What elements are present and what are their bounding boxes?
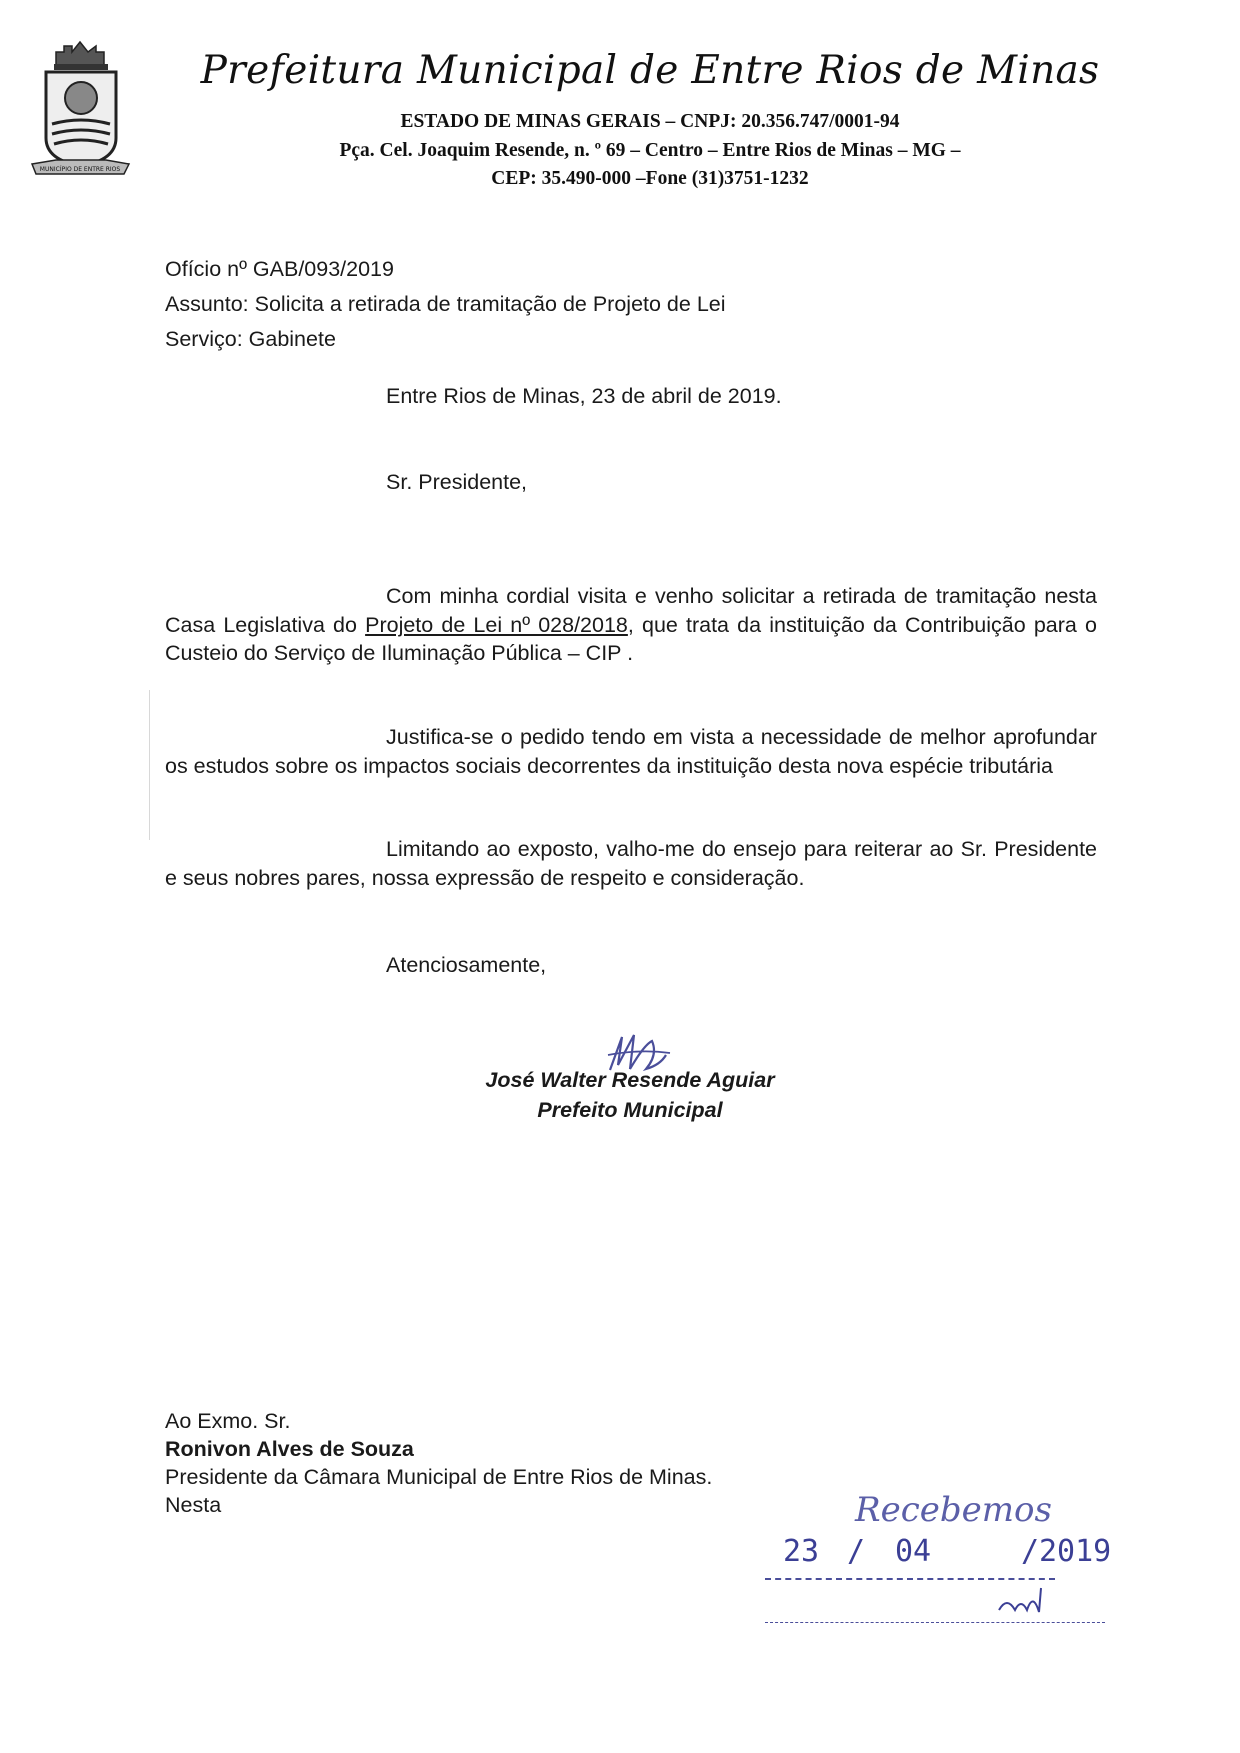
stamp-label: Recebemos [855,1490,1052,1530]
closing: Atenciosamente, [386,953,547,977]
date-line: Entre Rios de Minas, 23 de abril de 2019. [386,384,782,408]
stamp-day: 23 [783,1534,820,1569]
stamp-signature-line [765,1622,1105,1623]
coat-of-arms-logo [28,38,133,178]
signatory-role: Prefeito Municipal [537,1098,723,1122]
signatory-name: José Walter Resende Aguiar [485,1068,775,1092]
addressee-salutation: Ao Exmo. Sr. [165,1409,291,1433]
servico-line: Serviço: Gabinete [165,327,336,351]
page-title: Prefeitura Municipal de Entre Rios de Minas [200,48,1100,93]
stamp-sep-2: / [1021,1534,1040,1569]
scan-margin-line [149,690,150,840]
projeto-de-lei-link: Projeto de Lei nº 028/2018 [365,612,628,637]
paragraph-2: Justifica-se o pedido tendo em vista a necessidade de melhor aprofundar os estudos sobre os impactos sociais decorrentes da instituição desta nova espécie tributária [165,725,1097,778]
stamp-month: 04 [895,1534,932,1569]
coat-motto-text: MUNICÍPIO DE ENTRE RIOS [39,166,121,173]
stamp-initials [993,1582,1053,1622]
stamp-date-line [765,1578,1055,1580]
paragraph-3: Limitando ao exposto, valho-me do ensejo para reiterar ao Sr. Presidente e seus nobres pares, nossa expressão de respeito e consideração. [165,837,1097,890]
header-cep-phone: CEP: 35.490-000 –Fone (31)3751-1232 [491,168,809,189]
addressee-name: Ronivon Alves de Souza [165,1437,414,1461]
stamp-year: 2019 [1039,1534,1112,1569]
header-state-cnpj: ESTADO DE MINAS GERAIS – CNPJ: 20.356.747/0001-94 [400,111,900,132]
receipt-stamp [755,1490,1135,1640]
stamp-sep-1: / [847,1534,866,1569]
addressee-position: Presidente da Câmara Municipal de Entre Rios de Minas. [165,1465,713,1489]
paragraph-1 [165,582,1097,668]
greeting: Sr. Presidente, [386,470,528,494]
addressee-location: Nesta [165,1493,222,1517]
assunto-line: Assunto: Solicita a retirada de tramitação de Projeto de Lei [165,292,726,316]
header-address: Pça. Cel. Joaquim Resende, n. º 69 – Centro – Entre Rios de Minas – MG – [339,140,961,161]
paragraph-1-before: Com minha cordial visita e venho solicitar a retirada de tramitação nesta Casa Legislativa do [165,584,1097,637]
oficio-number: Ofício nº GAB/093/2019 [165,257,394,281]
paragraph-1-after: , que trata da instituição da Contribuição para o Custeio do Serviço de Iluminação Pública – CIP . [165,612,1097,665]
